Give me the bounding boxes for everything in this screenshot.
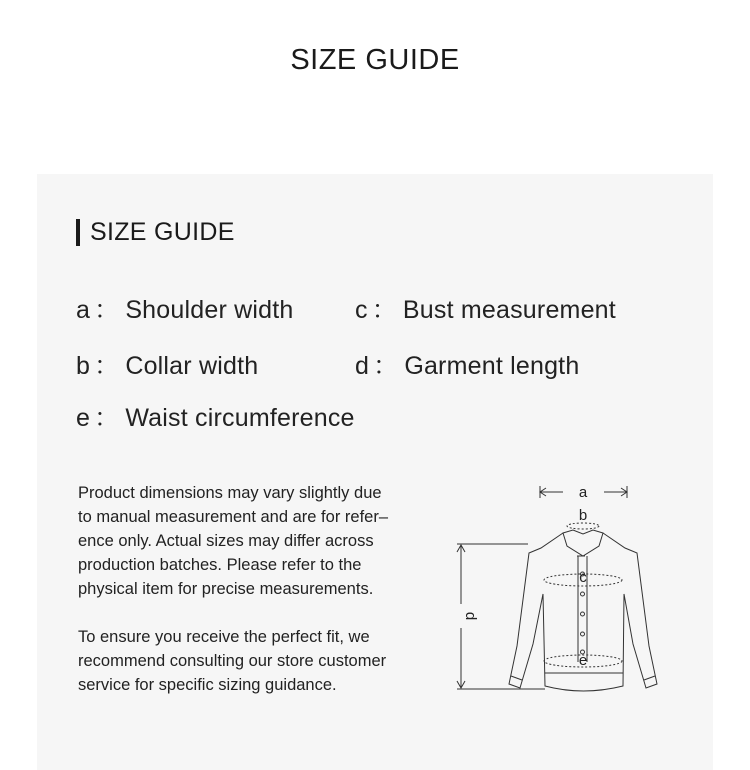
legend-letter: a [76, 296, 91, 324]
section-accent-bar [76, 219, 80, 246]
legend-label: Waist circumference [125, 404, 355, 432]
legend-separator: ： [94, 404, 120, 432]
shirt-collar [563, 530, 603, 556]
label-b: b [578, 507, 588, 524]
legend-separator: ： [94, 352, 120, 380]
legend-item-bust-measurement [355, 290, 616, 326]
page-title: SIZE GUIDE [290, 44, 460, 76]
legend-item-waist-circumference [76, 398, 355, 434]
legend-item-garment-length [355, 346, 579, 382]
legend-label: Bust measurement [402, 296, 616, 324]
legend-letter: c [355, 296, 368, 324]
legend-label: Collar width [125, 352, 259, 380]
legend-separator: ： [371, 296, 397, 324]
shirt-measurement-diagram [453, 476, 693, 696]
fit-recommendation: To ensure you receive the perfect fit, we recommend consulting our store customer service for specific sizing guidance. [78, 628, 387, 694]
legend-item-collar-width [76, 346, 258, 382]
legend-letter: d [355, 352, 370, 380]
left-cuff-line [511, 676, 522, 680]
measurement-disclaimer: Product dimensions may vary slightly due to manual measurement and are for refer– ence only. Actual sizes may differ across production batches. Please refer to the physical item for precise measurements. [78, 484, 388, 598]
legend-letter: e [76, 404, 91, 432]
legend-letter: b [76, 352, 91, 380]
section-title: SIZE GUIDE [90, 217, 235, 246]
section-header [76, 218, 235, 246]
legend-label: Garment length [404, 352, 580, 380]
legend-separator: ： [94, 296, 120, 324]
label-c: c [579, 569, 587, 586]
legend-item-shoulder-width [76, 290, 294, 326]
legend-label: Shoulder width [125, 296, 294, 324]
shirt-button [581, 632, 585, 636]
right-cuff-line [644, 676, 655, 680]
legend-separator: ： [373, 352, 399, 380]
label-a: a [578, 484, 588, 501]
size-guide-panel [37, 174, 713, 770]
label-e: e [578, 652, 588, 669]
shirt-button [581, 612, 585, 616]
label-d: d [462, 611, 479, 621]
shirt-button [581, 592, 585, 596]
